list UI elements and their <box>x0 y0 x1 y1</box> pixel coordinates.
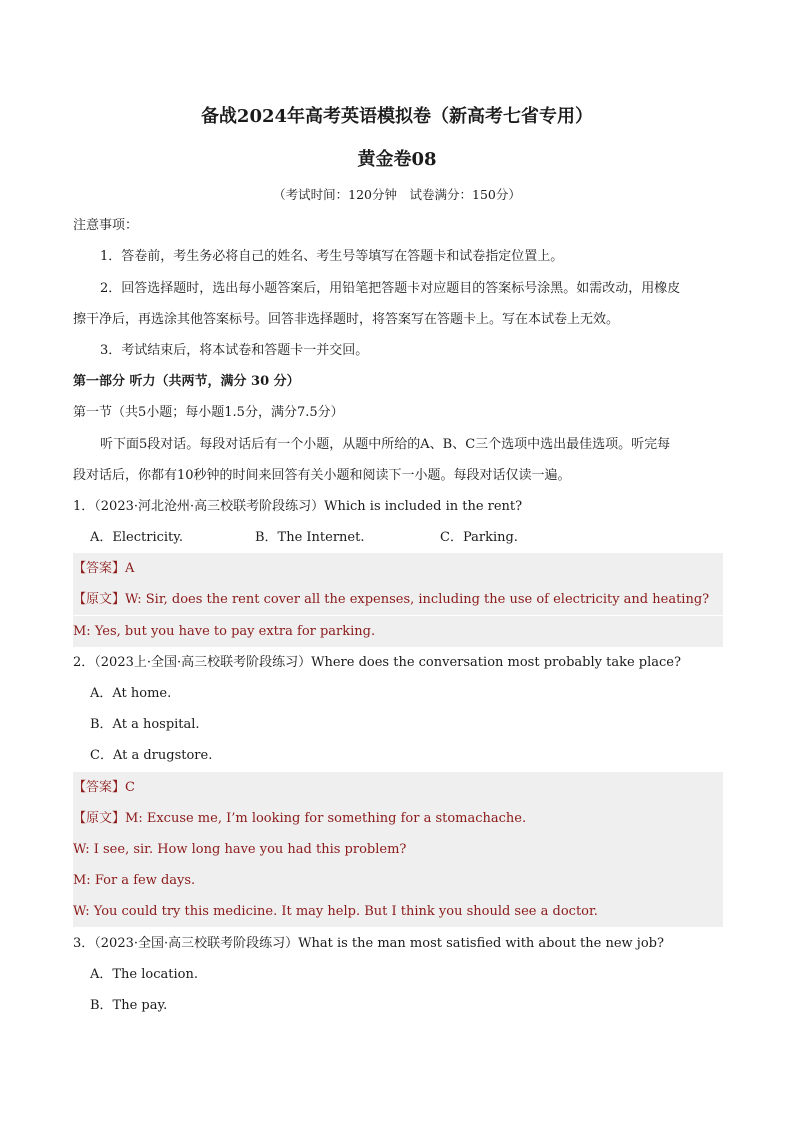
question-stem: 3．（2023·全国·高三校联考阶段练习）What is the man most satisfied with about the new job? <box>73 936 664 951</box>
option-c: C．At a drugstore. <box>90 748 213 763</box>
note-item: 擦干净后，再选涂其他答案标号。回答非选择题时，将答案写在答题卡上。写在本试卷上无效。 <box>73 312 620 327</box>
answer-value: C <box>125 780 135 795</box>
part-heading: 第一部分 听力（共两节，满分 30 分） <box>73 374 300 389</box>
option-b: B．At a hospital. <box>90 717 200 732</box>
instructions-line: 听下面5段对话。每段对话后有一个小题，从题中所给的A、B、C三个选项中选出最佳选项。听完每 <box>100 437 671 452</box>
option-a: A．Electricity. <box>90 530 184 545</box>
question-stem: 2．（2023上·全国·高三校联考阶段练习）Where does the conversation most probably take place? <box>73 655 681 670</box>
note-item: 3．考试结束后，将本试卷和答题卡一并交回。 <box>100 343 369 358</box>
transcript-line: M: Yes, but you have to pay extra for parking. <box>73 616 723 647</box>
page-title: 备战2024年高考英语模拟卷（新高考七省专用） <box>200 106 594 127</box>
option-b: B．The Internet. <box>255 530 365 545</box>
question-stem: 1．（2023·河北沧州·高三校联考阶段练习）Which is included in the rent? <box>73 499 523 514</box>
question-options <box>90 522 723 553</box>
notes-heading: 注意事项： <box>73 218 139 233</box>
option-b: B．The pay. <box>90 998 168 1013</box>
exam-info: （考试时间：120分钟 试卷满分：150分） <box>273 187 521 202</box>
transcript-row <box>73 584 723 615</box>
transcript-line: M: Excuse me, I’m looking for something for a stomachache. <box>125 811 527 826</box>
transcript-line: W: You could try this medicine. It may help. But I think you should see a doctor. <box>73 896 723 927</box>
answer-label: 【答案】 <box>73 780 126 795</box>
option-a: A．The location. <box>90 967 198 982</box>
answer-value: A <box>125 561 135 576</box>
transcript-line: W: I see, sir. How long have you had this problem? <box>73 834 723 865</box>
note-item: 1．答卷前，考生务必将自己的姓名、考生号等填写在答题卡和试卷指定位置上。 <box>100 249 564 264</box>
instructions-line: 段对话后，你都有10秒钟的时间来回答有关小题和阅读下一小题。每段对话仅读一遍。 <box>73 468 571 483</box>
transcript-line: W: Sir, does the rent cover all the expenses, including the use of electricity and heating? <box>125 592 710 607</box>
transcript-line: M: For a few days. <box>73 865 723 896</box>
option-a: A．At home. <box>90 686 172 701</box>
page-subtitle: 黄金卷08 <box>357 149 437 170</box>
answer-label: 【答案】 <box>73 561 126 576</box>
answer-row <box>73 553 723 584</box>
answer-row <box>73 772 723 803</box>
note-item: 2．回答选择题时，选出每小题答案后，用铅笔把答题卡对应题目的答案标号涂黑。如需改动，用橡皮 <box>100 281 681 296</box>
option-c: C．Parking. <box>440 530 518 545</box>
source-label: 【原文】 <box>73 811 126 826</box>
source-label: 【原文】 <box>73 592 126 607</box>
transcript-row <box>73 803 723 834</box>
section-heading: 第一节（共5小题；每小题1.5分，满分7.5分） <box>73 405 344 420</box>
